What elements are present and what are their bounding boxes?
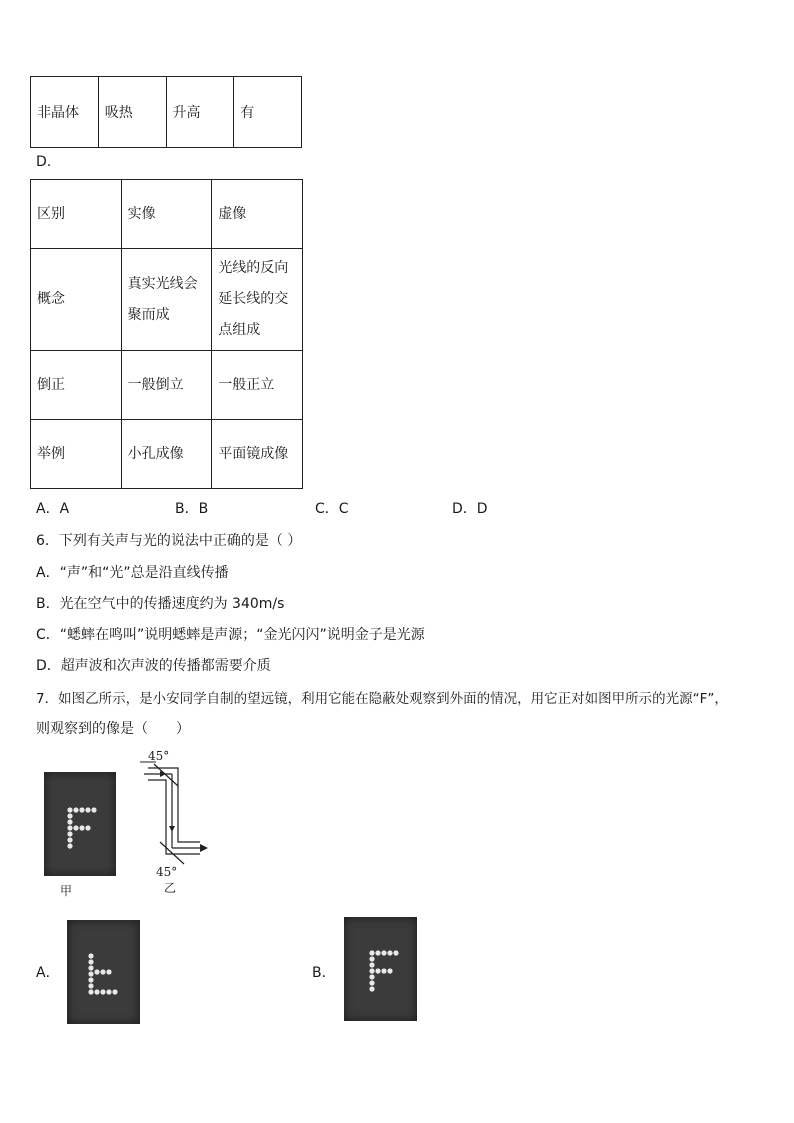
question-6-stem: 6．下列有关声与光的说法中正确的是（ ） [36,533,302,549]
question-6-option-a[interactable]: A．“声”和“光”总是沿直线传播 [36,565,229,581]
table-cell: 虚像 [212,180,303,249]
table-cell [121,249,212,351]
q7-option-a-label[interactable]: A． [36,965,60,981]
table-cell: 有 [234,77,302,148]
table-row [31,351,303,420]
cell-line: 真实光线会 [127,275,198,292]
question-7-stem: 7．如图乙所示，是小安同学自制的望远镜，利用它能在隐蔽处观察到外面的情况，用它正对如图甲所示的光源“F”， [36,691,728,707]
cell-line: 延长线的交 [218,291,289,307]
angle-bottom-label: 45° [156,865,178,879]
choice-a[interactable]: A．A [36,501,70,517]
table-cell: 小孔成像 [121,420,212,489]
light-source-f-image [44,772,116,876]
choice-d[interactable]: D．D [452,501,488,517]
option-b-image[interactable] [344,917,417,1021]
table-row [31,249,303,351]
table-cell: 区别 [31,180,122,249]
table-cell: 概念 [31,249,122,351]
table-cell: 一般倒立 [121,351,212,420]
choice-c[interactable]: C．C [315,501,349,517]
cell-line: 点组成 [218,322,261,338]
table-row [31,420,303,489]
letter-f-icon [44,772,116,876]
question-6-option-b[interactable]: B．光在空气中的传播速度约为 340m/s [36,596,285,612]
choice-b[interactable]: B．B [175,501,209,517]
table-option-c [30,76,302,148]
table-cell [212,249,303,351]
caption-jia: 甲 [60,884,73,898]
letter-e-rotated-icon [67,920,140,1024]
caption-yi: 乙 [164,881,177,895]
table-cell: 举例 [31,420,122,489]
periscope-diagram [140,746,220,896]
angle-top-label: 45° [148,749,170,763]
table-row [31,180,303,249]
table-option-d [30,179,303,489]
table-cell: 升高 [166,77,234,148]
question-7-stem-cont: 则观察到的像是（ ） [36,721,190,737]
cell-line: 聚而成 [127,306,170,323]
table-cell: 倒正 [31,351,122,420]
option-d-label: D. [36,154,52,170]
letter-f-icon [344,917,417,1021]
cell-line: 光线的反向 [218,260,289,276]
option-a-image[interactable] [67,920,140,1024]
table-cell: 实像 [121,180,212,249]
q7-option-b-label[interactable]: B． [312,965,336,981]
table-cell: 非晶体 [31,77,99,148]
table-cell: 平面镜成像 [212,420,303,489]
question-6-option-c[interactable]: C．“蟋蟀在鸣叫”说明蟋蟀是声源；“金光闪闪”说明金子是光源 [36,627,425,643]
table-cell: 吸热 [98,77,166,148]
table-cell: 一般正立 [212,351,303,420]
question-6-option-d[interactable]: D．超声波和次声波的传播都需要介质 [36,658,271,674]
table-row [31,77,302,148]
